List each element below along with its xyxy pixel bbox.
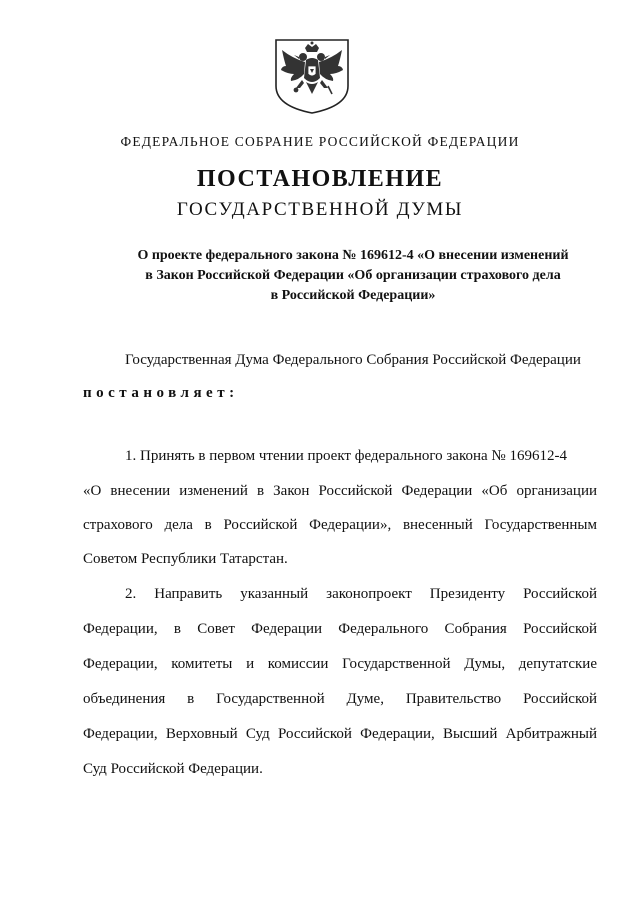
item-2-line: Федерации, в Совет Федерации Федерального Собрания Российской bbox=[83, 621, 597, 637]
assembly-name: ФЕДЕРАЛЬНОЕ СОБРАНИЕ РОССИЙСКОЙ ФЕДЕРАЦИИ bbox=[120, 134, 520, 149]
item-1-line: Советом Республики Татарстан. bbox=[83, 551, 288, 567]
item-2-line: Федерации, комитеты и комиссии Государственной Думы, депутатские bbox=[83, 656, 597, 672]
item-1-line: «О внесении изменений в Закон Российской Федерации «Об организации bbox=[83, 483, 597, 499]
coat-of-arms-emblem bbox=[272, 36, 352, 116]
subject-line: в Закон Российской Федерации «Об организации страхового дела bbox=[145, 268, 561, 283]
decree-word: постановляет: bbox=[83, 385, 239, 401]
item-2-line: Федерации, Верховный Суд Российской Федерации, Высший Арбитражный bbox=[83, 726, 597, 742]
preamble-text: Государственная Дума Федерального Собрания Российской Федерации bbox=[125, 352, 581, 368]
item-2-line: объединения в Государственной Думе, Правительство Российской bbox=[83, 691, 597, 707]
document-subtitle: ГОСУДАРСТВЕННОЙ ДУМЫ bbox=[176, 199, 464, 220]
subject-line: в Российской Федерации» bbox=[270, 288, 436, 303]
item-2-line: 2. Направить указанный законопроект Президенту Российской bbox=[125, 586, 597, 602]
item-1-line: 1. Принять в первом чтении проект федерального закона № 169612-4 bbox=[125, 448, 567, 464]
item-1-line: страхового дела в Российской Федерации», внесенный Государственным bbox=[83, 517, 597, 533]
resolution-subject bbox=[110, 246, 596, 306]
subject-line: О проекте федерального закона № 169612-4 «О внесении изменений bbox=[137, 248, 569, 263]
item-2-line: Суд Российской Федерации. bbox=[83, 761, 263, 777]
document-title: ПОСТАНОВЛЕНИЕ bbox=[196, 166, 444, 192]
